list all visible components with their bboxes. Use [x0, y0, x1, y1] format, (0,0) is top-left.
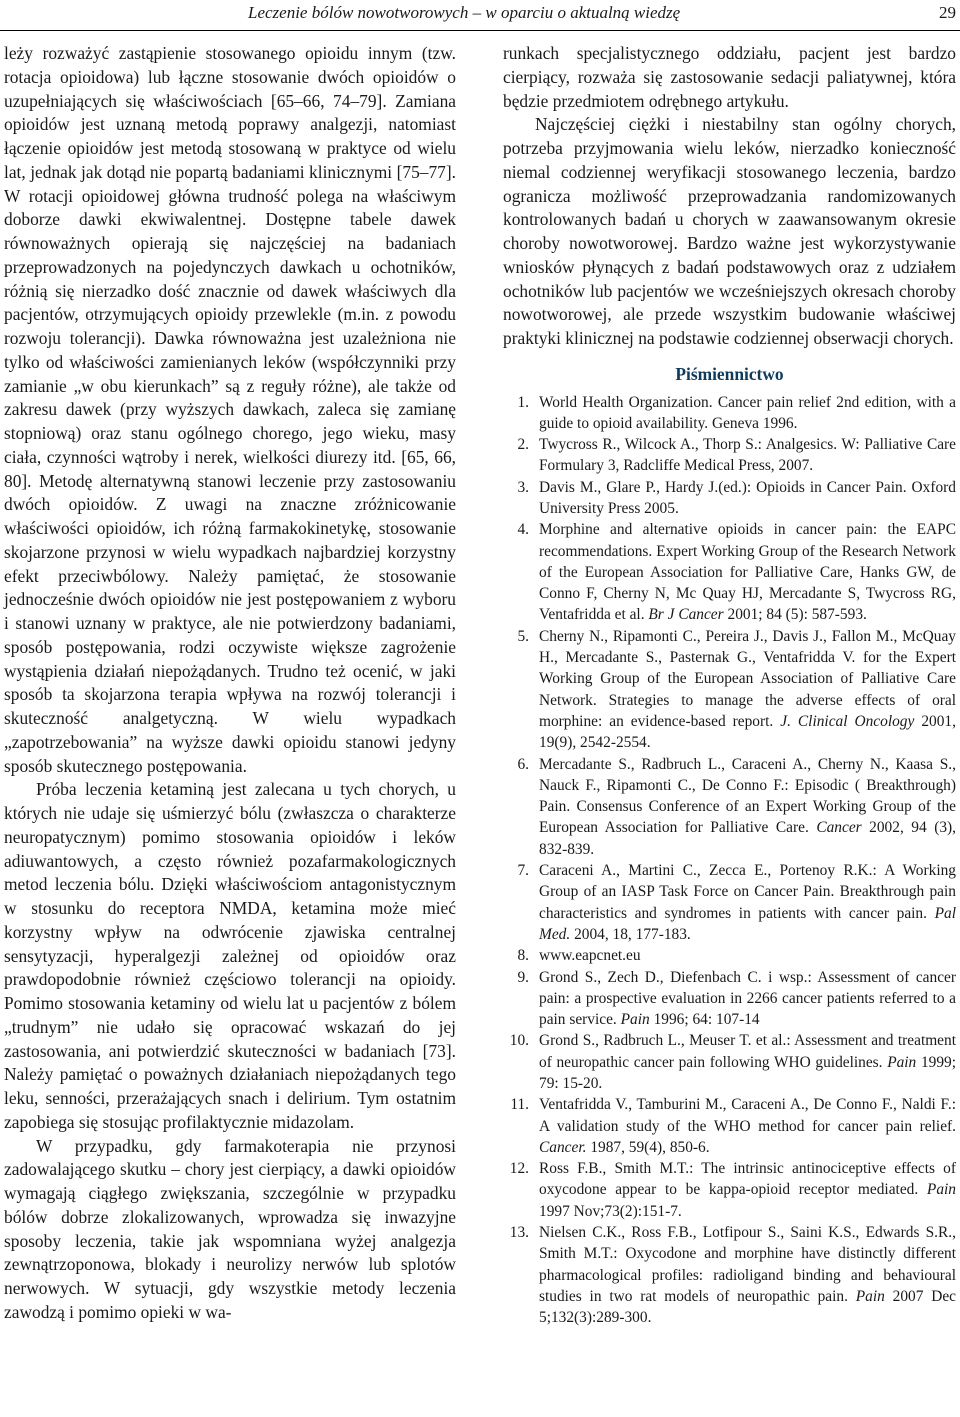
reference-item [503, 1030, 956, 1094]
body-paragraph: Najczęściej ciężki i niestabilny stan ogólny chorych, potrzeba przyjmowania wielu leków, nierzadko konieczność niemal codziennej weryfikacji stosowanego leczenia, bardzo ogranicza możliwość przeprowadzania randomizowanych kontrolowanych badań u chorych w zaawansowanym okresie choroby nowotworowej. Bardzo ważne jest wykorzystywanie wniosków płynących z badań podstawowych oraz z udziałem ochotników lub pacjentów we wcześniejszych okresach choroby nowotworowej, ale przede wszystkim budowanie właściwej praktyki klinicznej na podstawie codziennej obserwacji chorych. [503, 114, 956, 348]
reference-text: Ventafridda V., Tamburini M., Caraceni A., De Conno F., Naldi F.: A validation study of the WHO method for cancer pain relief. [539, 1096, 956, 1135]
right-column [503, 42, 956, 1329]
reference-citation: 2007 Dec 5;132(3):289-300. [539, 1287, 957, 1327]
reference-item [503, 477, 956, 520]
reference-number: 11. [510, 1096, 529, 1114]
reference-citation: 2001; 84 (5): 587-593. [727, 606, 867, 624]
reference-list [503, 392, 956, 1329]
reference-citation: 1987, 59(4), 850-6. [590, 1138, 710, 1156]
reference-item [503, 1222, 956, 1328]
reference-journal: Pain [887, 1053, 917, 1071]
reference-number: 6. [517, 755, 529, 773]
reference-item [503, 1158, 956, 1222]
reference-text: Cherny N., Ripamonti C., Pereira J., Davis J., Fallon M., McQuay H., Mercadante S., Pasternak G., Ventafridda V. for the Expert Working Group of the European Association of Palliative Care Network. Strategies to manage the adverse effects of oral morphine: an evidence-based report. [539, 627, 956, 730]
reference-citation: 1999; 79: 15-20. [539, 1053, 956, 1092]
reference-text: Grond S., Zech D., Diefenbach C. i wsp.: Assessment of cancer pain: a prospective evaluation in 2266 cancer patients referred to a pain service. [539, 968, 956, 1029]
reference-text: Caraceni A., Martini C., Zecca E., Portenoy R.K.: A Working Group of an IASP Task Force on Cancer Pain. Breakthrough pain characteristics and syndromes in patients with cancer pain. [539, 862, 956, 922]
reference-journal: Cancer [816, 819, 862, 837]
reference-citation: 2002, 94 (3), 832-839. [539, 819, 956, 858]
reference-number: 12. [509, 1160, 529, 1178]
reference-journal: Cancer. [539, 1138, 587, 1156]
reference-journal: Pain [926, 1181, 956, 1199]
reference-number: 3. [517, 478, 529, 496]
reference-item [503, 945, 956, 966]
reference-link[interactable]: www.eapcnet.eu [539, 947, 641, 965]
references-heading: Piśmiennictwo [675, 363, 784, 384]
left-column [4, 42, 456, 1325]
reference-number: 9. [517, 968, 529, 986]
body-paragraph: leży rozważyć zastąpienie stosowanego opioidu innym (tzw. rotacja opioidowa) lub łączne stosowanie dwóch opioidów o uzupełniających się właściwościach [65–66, 74–79]. Zamiana opioidów jest uznaną metodą poprawy analgezji, natomiast łączenie opioidów jest metodą stosowaną w praktyce od wielu lat, jednak jak dotąd nie popartą badaniami klinicznymi [75–77]. W rotacji opioidowej główna trudność polega na właściwym doborze dawki ekwiwalentnej. Dostępne tabele dawek równoważnych opierają się najczęściej na badaniach przeprowadzonych na pojedynczych dawkach u ochotników, różnią się nierzadko dość znacznie od dawek właściwych dla pacjentów, otrzymujących opioidy przewlekle (m.in. z powodu rozwoju tolerancji). Dawka równoważna jest uzależniona nie tylko od właściwości zamienianych leków (współczynniki przy zamianie „w obu kierunkach” są z reguły różne), ale także od zakresu dawek (przy wyższych dawkach, zaleca się zamianę stopniową) oraz stanu ogólnego chorego, jego wieku, masy ciała, czynności wątroby i nerek, wielkości diurezy itd. [65, 66, 80]. Metodę alternatywną stanowi leczenie przy zastosowaniu dwóch opioidów. Z uwagi na znaczne zróżnicowanie właściwości opioidów, ich różną farmakokinetykę, stosowanie skojarzone przynosi w wielu wypadkach najbardziej korzystny efekt przeciwbólowy. Należy pamiętać, że stosowanie jednocześnie dwóch opioidów nie jest postępowaniem z wyboru i stanowi uznany w praktyce, ale nie potwierdzony badaniami, sposób postępowania, rodzi oczywiste większe zagrożenie wystąpienia działań niepożądanych. Trudno też ocenić, w jaki sposób ta skojarzona terapia wpływa na rozwój tolerancji i skuteczność analgetyczną. W wielu wypadkach „zapotrzebowania” na wyższe dawki opioidu stanowi jedyny sposób skutecznego postępowania. [4, 43, 456, 776]
reference-text: Davis M., Glare P., Hardy J.(ed.): Opioids in Cancer Pain. Oxford University Press 2005. [539, 478, 956, 517]
reference-item [503, 519, 956, 625]
reference-citation: 1997 Nov;73(2):151-7. [539, 1202, 682, 1220]
reference-citation: 2001, 19(9), 2542-2554. [539, 712, 956, 752]
reference-number: 10. [509, 1032, 529, 1050]
reference-item [503, 1094, 956, 1158]
reference-number: 7. [517, 862, 529, 880]
reference-text: Twycross R., Wilcock A., Thorp S.: Analgesics. W: Palliative Care Formulary 3, Radcliffe Medical Press, 2007. [539, 436, 956, 475]
reference-number: 2. [517, 436, 529, 454]
reference-journal: Pal Med. [539, 904, 956, 943]
reference-item [503, 754, 956, 860]
reference-journal: Br J Cancer [648, 606, 724, 624]
body-paragraph: runkach specjalistycznego oddziału, pacjent jest bardzo cierpiący, rozważa się zastosowanie sedacji paliatywnej, która będzie przedmiotem odrębnego artykułu. [503, 43, 956, 111]
reference-text: Morphine and alternative opioids in cancer pain: the EAPC recommendations. Expert Working Group of the Research Network of the European Association for Palliative Care, Hanks GW, de Conno F, Cherny N, Mc Quay HJ, Mercadante S, Twycross RG, Ventafridda et al. [539, 521, 956, 624]
page-number: 29 [939, 3, 956, 22]
reference-item [503, 434, 956, 477]
reference-citation: 2004, 18, 177-183. [574, 925, 691, 943]
reference-item [503, 967, 956, 1031]
body-paragraph: Próba leczenia ketaminą jest zalecana u tych chorych, u których nie udaje się uśmierzyć bólu (zwłaszcza o charakterze neuropatycznym) pomimo stosowania opioidów i leków adiuwantowych, a często również pozafarmakologicznych metod leczenia bólu. Dzięki właściwościom antagonistycznym w stosunku do receptora NMDA, ketamina może mieć korzystny wpływ na odwrócenie zjawiska centralnej sensytyzacji, hyperalgezji zależnej od opioidów oraz prawdopodobnie również częściowo tolerancji na opioidy. Pomimo stosowania ketaminy od wielu lat u pacjentów z bólem „trudnym” nie udało się opracować wskazań do jej zastosowania, ani potwierdzić skuteczności w badaniach [73]. Należy pamiętać o poważnych działaniach niepożądanych tego leku, senności, przerażających snach i delirium. Tym ostatnim zapobiega się stosując profilaktycznie midazolam. [4, 779, 456, 1132]
reference-text: Mercadante S., Radbruch L., Caraceni A., Cherny N., Kaasa S., Nauck F., Ripamonti C., De Conno F.: Episodic ( Breakthrough) Pain. Consensus Conference of an Expert Working Group of the European Association for Palliative Care. [539, 755, 956, 837]
reference-number: 4. [517, 521, 529, 539]
reference-text: Grond S., Radbruch L., Meuser T. et al.: Assessment and treatment of neuropathic cancer pain following WHO guidelines. [539, 1032, 956, 1071]
reference-citation: 1996; 64: 107-14 [653, 1011, 760, 1029]
reference-text: Nielsen C.K., Ross F.B., Lotfipour S., Saini K.S., Edwards S.R., Smith M.T.: Oxycodone and morphine have distinctly different pharmacological profiles: radioligand binding and behavioural studies in two rat models of neuropathic pain. [539, 1224, 956, 1305]
reference-number: 1. [517, 393, 529, 411]
reference-journal: Pain [620, 1011, 650, 1029]
reference-item [503, 626, 956, 754]
running-title: Leczenie bólów nowotworowych – w oparciu o aktualną wiedzę [248, 3, 681, 22]
body-paragraph: W przypadku, gdy farmakoterapia nie przynosi zadowalającego skutku – chory jest cierpiący, a dawki opioidów wymagają ciągłego zwiększania, szczególnie w przypadku bólów dobrze zlokalizowanych, wprowadza się inwazyjne sposoby leczenia, takie jak wspomniana wyżej analgezja zewnątrzoponowa, blokady i neurolizy nerwów lub splotów nerwowych. W sytuacji, gdy wszystkie metody leczenia zawodzą i pomimo opieki w wa- [4, 1135, 456, 1322]
reference-journal: J. Clinical Oncology [780, 712, 915, 730]
running-header [0, 0, 960, 31]
reference-number: 13. [509, 1224, 529, 1242]
reference-text: Ross F.B., Smith M.T.: The intrinsic antinociceptive effects of oxycodone appear to be kappa-opioid receptor mediated. [539, 1160, 956, 1199]
reference-number: 5. [517, 627, 529, 645]
reference-text: World Health Organization. Cancer pain relief 2nd edition, with a guide to opioid availability. Geneva 1996. [539, 393, 956, 432]
reference-journal: Pain [855, 1287, 885, 1305]
reference-item [503, 860, 956, 945]
reference-number: 8. [517, 947, 529, 965]
reference-item [503, 392, 956, 435]
